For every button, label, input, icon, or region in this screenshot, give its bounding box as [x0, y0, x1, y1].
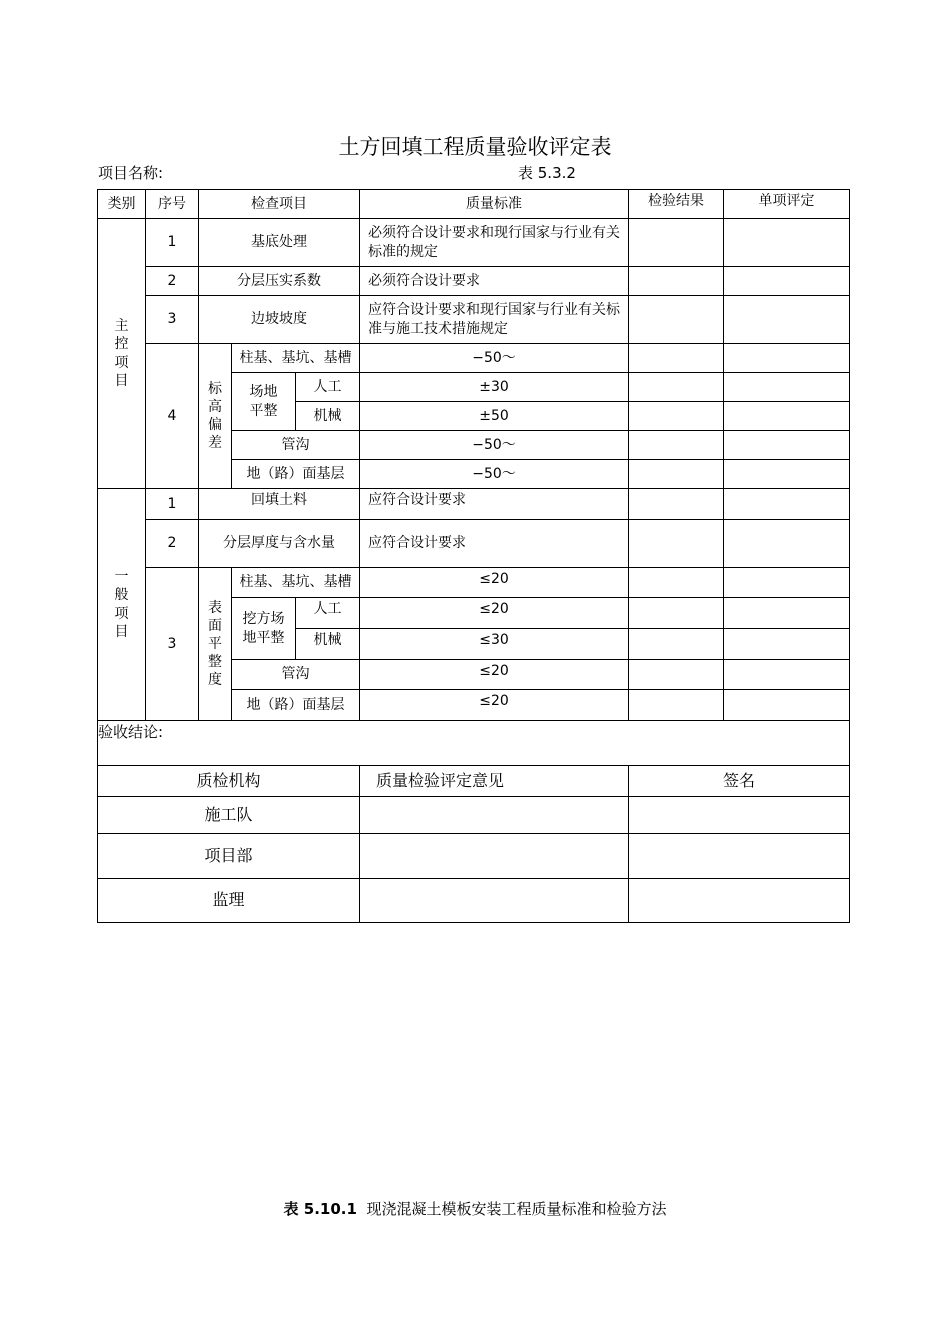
- header-item: 检查项目: [199, 190, 360, 219]
- result-cell[interactable]: [629, 296, 724, 344]
- rating-cell[interactable]: [724, 660, 850, 690]
- result-cell[interactable]: [629, 344, 724, 373]
- rating-cell[interactable]: [724, 296, 850, 344]
- item-cell: 回填土料: [199, 489, 360, 520]
- table-number: 表 5.3.2: [518, 164, 576, 182]
- next-table-number: 表 5.10.1: [283, 1200, 357, 1218]
- inspection-table: [97, 189, 850, 923]
- excavation-leveling-label: 挖方场 地平整: [232, 598, 296, 660]
- standard-cell: ≤20: [360, 568, 629, 598]
- opinion-header: 质量检验评定意见: [360, 766, 629, 797]
- signature-cell[interactable]: [629, 797, 850, 834]
- seq-cell: 3: [146, 568, 199, 721]
- table-row: [98, 344, 850, 373]
- rating-cell[interactable]: [724, 489, 850, 520]
- seq-cell: 1: [146, 489, 199, 520]
- standard-cell: 应符合设计要求: [360, 489, 629, 520]
- conclusion-label[interactable]: 验收结论:: [98, 721, 850, 766]
- conclusion-row: [98, 721, 850, 766]
- standard-cell: ±30: [360, 373, 629, 402]
- org-header: 质检机构: [98, 766, 360, 797]
- opinion-cell[interactable]: [360, 879, 629, 923]
- result-cell[interactable]: [629, 219, 724, 267]
- next-table-caption: [0, 1198, 950, 1219]
- item-cell: 地（路）面基层: [232, 460, 360, 489]
- elevation-deviation-label: 标 高 偏 差: [199, 344, 232, 489]
- header-rating: 单项评定: [724, 190, 850, 219]
- rating-cell[interactable]: [724, 267, 850, 296]
- table-row: [98, 296, 850, 344]
- rating-cell[interactable]: [724, 460, 850, 489]
- standard-cell: ≤20: [360, 660, 629, 690]
- table-row: [98, 489, 850, 520]
- signature-row: [98, 797, 850, 834]
- category-main: 主 控 项 目: [98, 219, 146, 489]
- page-title: 土方回填工程质量验收评定表: [338, 135, 612, 159]
- header-result: 检验结果: [629, 190, 724, 219]
- item-cell: 分层压实系数: [199, 267, 360, 296]
- table-row: [98, 219, 850, 267]
- standard-cell: ±50: [360, 402, 629, 431]
- project-name-label: 项目名称:: [98, 164, 164, 182]
- standard-cell: 必须符合设计要求和现行国家与行业有关标准的规定: [360, 219, 629, 267]
- org-project-dept: 项目部: [98, 834, 360, 879]
- item-cell: 管沟: [232, 660, 360, 690]
- result-cell[interactable]: [629, 460, 724, 489]
- sign-header: 签名: [629, 766, 850, 797]
- item-cell: 管沟: [232, 431, 360, 460]
- rating-cell[interactable]: [724, 629, 850, 660]
- header-category: 类别: [98, 190, 146, 219]
- rating-cell[interactable]: [724, 219, 850, 267]
- table-row: [98, 267, 850, 296]
- result-cell[interactable]: [629, 520, 724, 568]
- result-cell[interactable]: [629, 598, 724, 629]
- result-cell[interactable]: [629, 431, 724, 460]
- rating-cell[interactable]: [724, 344, 850, 373]
- seq-cell: 3: [146, 296, 199, 344]
- site-leveling-label: 场地 平整: [232, 373, 296, 431]
- manual-label: 人工: [296, 598, 360, 629]
- item-cell: 地（路）面基层: [232, 690, 360, 721]
- result-cell[interactable]: [629, 690, 724, 721]
- rating-cell[interactable]: [724, 373, 850, 402]
- category-general: 一 般 项 目: [98, 489, 146, 721]
- result-cell[interactable]: [629, 568, 724, 598]
- item-cell: 边坡坡度: [199, 296, 360, 344]
- signature-cell[interactable]: [629, 879, 850, 923]
- org-supervision: 监理: [98, 879, 360, 923]
- result-cell[interactable]: [629, 373, 724, 402]
- header-seq: 序号: [146, 190, 199, 219]
- opinion-cell[interactable]: [360, 797, 629, 834]
- standard-cell: 应符合设计要求和现行国家与行业有关标准与施工技术措施规定: [360, 296, 629, 344]
- rating-cell[interactable]: [724, 520, 850, 568]
- standard-cell: 必须符合设计要求: [360, 267, 629, 296]
- opinion-cell[interactable]: [360, 834, 629, 879]
- table-header-row: [98, 190, 850, 219]
- table-row: [98, 568, 850, 598]
- surface-flatness-label: 表 面 平 整 度: [199, 568, 232, 721]
- header-standard: 质量标准: [360, 190, 629, 219]
- standard-cell: −50～: [360, 460, 629, 489]
- rating-cell[interactable]: [724, 402, 850, 431]
- org-construction-team: 施工队: [98, 797, 360, 834]
- standard-cell: ≤20: [360, 690, 629, 721]
- seq-cell: 4: [146, 344, 199, 489]
- item-cell: 分层厚度与含水量: [199, 520, 360, 568]
- machine-label: 机械: [296, 629, 360, 660]
- standard-cell: ≤30: [360, 629, 629, 660]
- rating-cell[interactable]: [724, 431, 850, 460]
- standard-cell: −50～: [360, 431, 629, 460]
- table-row: [98, 520, 850, 568]
- manual-label: 人工: [296, 373, 360, 402]
- signature-cell[interactable]: [629, 834, 850, 879]
- standard-cell: ≤20: [360, 598, 629, 629]
- signature-header-row: [98, 766, 850, 797]
- result-cell[interactable]: [629, 660, 724, 690]
- rating-cell[interactable]: [724, 598, 850, 629]
- signature-row: [98, 879, 850, 923]
- standard-cell: −50～: [360, 344, 629, 373]
- item-cell: 柱基、基坑、基槽: [232, 568, 360, 598]
- result-cell[interactable]: [629, 402, 724, 431]
- next-table-title: 现浇混凝土模板安装工程质量标准和检验方法: [366, 1200, 667, 1218]
- item-cell: 基底处理: [199, 219, 360, 267]
- signature-row: [98, 834, 850, 879]
- seq-cell: 1: [146, 219, 199, 267]
- item-cell: 柱基、基坑、基槽: [232, 344, 360, 373]
- rating-cell[interactable]: [724, 690, 850, 721]
- rating-cell[interactable]: [724, 568, 850, 598]
- seq-cell: 2: [146, 520, 199, 568]
- result-cell[interactable]: [629, 267, 724, 296]
- machine-label: 机械: [296, 402, 360, 431]
- result-cell[interactable]: [629, 489, 724, 520]
- standard-cell: 应符合设计要求: [360, 520, 629, 568]
- seq-cell: 2: [146, 267, 199, 296]
- result-cell[interactable]: [629, 629, 724, 660]
